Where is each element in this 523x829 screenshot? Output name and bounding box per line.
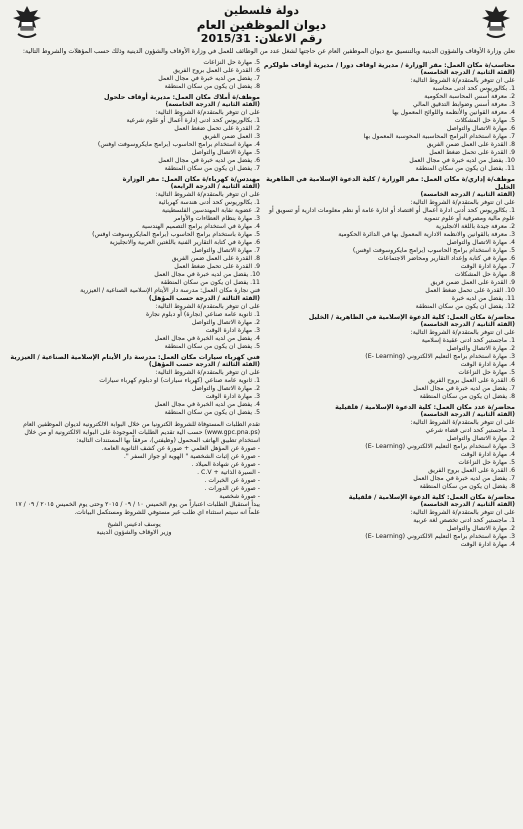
text-line: 3. مهارة استخدام برامج التعليم الالكتروني (E- Learning) xyxy=(365,533,515,540)
text-line: 4. مهارة الاتصال والتواصل xyxy=(446,239,515,246)
job-title: محاضر/ة مكان العمل: كلية الدعوة الإسلامية في الظاهرية / الخليل xyxy=(308,313,515,321)
text-line: 6. القدرة على العمل بروح الفريق xyxy=(428,467,515,474)
text-line: 5. يفضل ان يكون من سكان المنطقة xyxy=(164,409,260,416)
text-line: يبدأ استقبال الطلبات اعتباراً من يوم الخميس ١٠ / ٠٩ / ٢٠١٥ وحتى يوم الخميس ٢٠١٥ / ٠٩ / ١٧ علماً انه سيتم استثناء اي طلب غير مستوفي للشروط ومستكمل البيانات. xyxy=(15,501,260,516)
announcement-number: رقم الاعلان: 2015/31 xyxy=(200,32,323,45)
text-line: 5. مهارة حل النزاعات xyxy=(203,59,260,66)
text-line: 8. مهارة حل المشكلات xyxy=(454,271,515,278)
text-line: 2. مهارة الاتصال والتواصل xyxy=(446,345,515,352)
text-line: 4. مهارة ادارة الوقت xyxy=(460,541,515,548)
text-line: 11. يفضل من لديه خبرة xyxy=(451,295,515,302)
text-line: 2. مهارة الاتصال والتواصل xyxy=(191,385,260,392)
intro-paragraph: تعلن وزارة الأوقاف والشؤون الدينية وبالتنسيق مع ديوان الموظفين العام عن حاجتها لشغل عدد من الوظائف للعمل في وزارة الأوقاف والشؤون الدينية وذلك حسب المؤهلات والشروط التالية: xyxy=(22,48,515,55)
text-line: 8. يفضل ان يكون من سكان المنطقة xyxy=(419,483,515,490)
text-line: 4. مهارة استخدام برامج الحاسوب (برامج مايكروسوفت اوفس) xyxy=(97,141,260,148)
text-line: 4. يفضل من لديه الخبرة في مجال العمل xyxy=(154,335,260,342)
text-line: 8. القدرة على العمل ضمن الفريق xyxy=(171,255,260,262)
text-line: 3. مهارة ادارة الوقت xyxy=(205,393,260,400)
state-name: دولة فلسطين xyxy=(223,4,300,17)
text-line: 3. العمل ضمن الفريق xyxy=(202,133,260,140)
text-line: 11. يفضل ان يكون من سكان المنطقة xyxy=(160,279,260,286)
text-line: - السيرة الذاتية + C.V . xyxy=(197,469,260,476)
text-line: 4. مهارة في استخدام برامج التصميم الهندسية xyxy=(141,223,260,230)
grade-line: (الفئة الثانية / الدرجة الرابعة) xyxy=(170,183,260,190)
text-line: - صورة عن إثبات الشخصية " الهوية او جواز السفر ". xyxy=(123,453,260,460)
text-line: على ان تتوفر بالمتقدم/ة الشروط التالية: xyxy=(155,109,260,116)
text-line: 11. يفضل ان يكون من سكان المنطقة xyxy=(415,165,515,172)
text-line: 4. مهارة ادارة الوقت xyxy=(460,361,515,368)
text-line: 4. يفضل من لديه الخبرة في مجال العمل xyxy=(154,401,260,408)
text-line: 1. ثانوية عامة صناعي (نجارة) أو دبلوم نجارة xyxy=(145,311,260,318)
text-line: 5. يفضل ان يكون من سكان المنطقة xyxy=(164,343,260,350)
text-line: 9. القدرة على تحمل ضغط العمل xyxy=(174,263,260,270)
text-line: 12. يفضل ان يكون من سكان المنطقة xyxy=(415,303,515,310)
text-line: يوسف ادعيس الشيخ xyxy=(107,521,161,528)
bureau-name: ديوان الموظفين العام xyxy=(196,18,327,32)
text-line: 7. يفضل من لديه خبرة في مجال العمل xyxy=(413,475,515,482)
text-line: - صورة عن الخبرات . xyxy=(204,477,260,484)
text-line: - صورة شخصية xyxy=(219,493,260,500)
text-line: 10. يفضل من لديه خبرة في مجال العمل xyxy=(154,271,260,278)
text-line: 3. مهارة استخدام برامج التعليم الالكتروني (E- Learning) xyxy=(365,443,515,450)
text-line: 1. ماجستير كحد ادنى عقيدة إسلامية xyxy=(421,337,515,344)
text-line: 7. يفضل من لديه خبرة في مجال العمل xyxy=(413,385,515,392)
text-line: 9. القدرة على تحمل ضغط العمل xyxy=(429,149,515,156)
text-line: 5. مهارة استخدام برامج الحاسوب (برامج مايكروسوفت اوفس) xyxy=(352,247,515,254)
grade-line: (الفئة الثانية / الدرجة الخامسة) xyxy=(420,191,515,198)
text-line: 6. مهارة في كتابة وإعداد التقارير ومحاضر الاجتماعات xyxy=(377,255,515,262)
text-line: 4. مهارة ادارة الوقت xyxy=(460,451,515,458)
text-line: 5. مهارة باستخدام برامج الحاسوب (برامج المايكروسوفت اوفس) xyxy=(92,231,260,238)
text-line: 1. بكالوريوس كحد أدنى ادارة أعمال أو اقتصاد أو ادارة عامة أو نظم معلومات ادارية أو تسويق أو علوم مالية ومصرفية أو علوم تنموية xyxy=(269,207,515,222)
text-line: 5. مهارة الاتصال والتواصل xyxy=(191,149,260,156)
text-line: وزير الاوقاف والشؤون الدينية xyxy=(96,529,172,536)
text-line: 10. يفضل من لديه خبرة في مجال العمل xyxy=(409,157,515,164)
text-line: على ان تتوفر بالمتقدم/ة الشروط التالية: xyxy=(410,419,515,426)
text-line: 5. مهارة حل النزاعات xyxy=(458,369,515,376)
text-line: على ان تتوفر بالمتقدم/ة الشروط التالية: xyxy=(155,303,260,310)
text-line: 3. مهارة استخدام برامج التعليم الالكتروني (E- Learning) xyxy=(365,353,515,360)
text-line: 3. مهارة بنظام العطاءات والأوامر xyxy=(173,215,260,222)
text-line: 4. معرفة القوانين والأنظمة واللوائح المعمول بها xyxy=(392,109,515,116)
text-line: 2. معرفة جيدة باللغة الانجليزية xyxy=(435,223,515,230)
grade-line: (الفئة الثانية / الدرجة الخامسة) xyxy=(420,321,515,328)
text-line: 3. معرفة بالقوانين والانظمة الادارية المعمول بها في الدائرة الحكومية xyxy=(338,231,515,238)
text-line: 6. القدرة على العمل بروح الفريق xyxy=(173,67,260,74)
text-line: 2. عضوية نقابة المهندسين الفلسطينية xyxy=(161,207,260,214)
text-line: 8. يفضل ان يكون من سكان المنطقة xyxy=(164,83,260,90)
text-line: على ان تتوفر بالمتقدم/ة الشروط التالية: xyxy=(410,199,515,206)
text-line: 1. بكالوريوس كحد ادنى إدارة أعمال أو علوم شرعية xyxy=(126,117,260,124)
text-line: 2. القدرة على تحمل ضغط العمل xyxy=(174,125,260,132)
text-line: 6. يفضل من لديه خبرة في مجال العمل xyxy=(158,157,260,164)
grade-line: (الفئة الثانية / الدرجة الخامسة) xyxy=(165,101,260,108)
grade-line: (الفئة الثالثة / الدرجة حسب المؤهل) xyxy=(148,361,260,368)
text-line: 9. القدرة على العمل ضمن فريق xyxy=(430,279,515,286)
text-line: على ان تتوفر بالمتقدم/ة الشروط التالية: xyxy=(410,329,515,336)
text-line: على ان تتوفر بالمتقدم/ة الشروط التالية: xyxy=(410,509,515,516)
right-column xyxy=(263,59,515,549)
text-line: 5. مهارة حل المشكلات xyxy=(454,117,515,124)
text-line: 7. مهارة ادارة الوقت xyxy=(460,263,515,270)
text-line: على ان تتوفر بالمتقدم/ة الشروط التالية: xyxy=(410,77,515,84)
text-line: 6. مهارة الاتصال والتواصل xyxy=(446,125,515,132)
text-line: 2. مهارة الاتصال والتواصل xyxy=(446,525,515,532)
text-line: - صورة عن الدورات . xyxy=(204,485,260,492)
text-line: 1. ماجستير كحد ادنى تخصص لغة عربية xyxy=(413,517,515,524)
text-line: 5. مهارة حل النزاعات xyxy=(458,459,515,466)
text-line: 1. ثانوية عامة صناعي (كهرباء سيارات) او دبلوم كهرباء سيارات xyxy=(99,377,260,384)
palestine-emblem-icon xyxy=(10,4,44,42)
text-line: 7. يفضل من لديه خبرة في مجال العمل xyxy=(158,75,260,82)
announcement-header xyxy=(8,4,515,46)
text-line: 6. القدرة على العمل بروح الفريق xyxy=(428,377,515,384)
job-title: موظف/ة أملاك مكان العمل: مديرية أوقاف حلحول xyxy=(103,93,260,101)
job-title: موظف/ة إداري/ة مكان العمل: مقر الوزارة / كلية الدعوة الإسلامية في الظاهرية الخليل xyxy=(266,175,515,191)
job-title: فني كهرباء سيارات مكان العمل: مدرسة دار الأيتام الإسلامية الصناعية / العيزرية xyxy=(10,353,260,361)
text-line: 3. معرفة أسس وضوابط التدقيق المالي xyxy=(412,101,515,108)
text-line: 7. مهارة استخدام البرامج المحاسبية المحوسبة المعمول بها xyxy=(363,133,515,140)
text-line: على ان تتوفر بالمتقدم/ة الشروط التالية: xyxy=(155,369,260,376)
text-line: 2. مهارة الاتصال والتواصل xyxy=(446,435,515,442)
text-line: 2. مهارة الاتصال والتواصل xyxy=(191,319,260,326)
job-title: محاضر/ة عدد مكان العمل: كلية الدعوة الإسلامية / قلقيلية xyxy=(335,403,515,411)
text-line: 7. يفضل ان يكون من سكان المنطقة xyxy=(164,165,260,172)
text-line: - صورة عن المؤهل العلمي + صورة عن كشف الثانوية العامة. xyxy=(101,445,260,452)
grade-line: (الفئة الثانية / الدرجة الخامسة) xyxy=(420,501,515,508)
text-line: 6. مهارة في كتابة التقارير الفنية باللغتين العربية والانجليزية xyxy=(109,239,260,246)
text-line: 7. مهارة الاتصال والتواصل xyxy=(191,247,260,254)
job-title: محاسب/ة مكان العمل: مقر الوزارة / مديرية اوقاف دورا / مديرية أوقاف طولكرم xyxy=(263,61,515,69)
text-line: 2. معرفة أسس المحاسبة الحكومية xyxy=(424,93,515,100)
text-line: 3. مهارة ادارة الوقت xyxy=(205,327,260,334)
text-line: فني نجارة مكان العمل: مدرسة دار الأيتام الإسلامية الصناعية / العيزرية xyxy=(80,287,260,294)
palestine-emblem-icon xyxy=(479,4,513,42)
text-line: 8. القدرة على العمل ضمن الفريق xyxy=(426,141,515,148)
text-line: 10. القدرة على تحمل ضغط العمل xyxy=(425,287,515,294)
job-title: مهندس/ة كهرباء/ة مكان العمل: مقر الوزارة xyxy=(122,175,260,183)
text-line: 1. بكالوريوس كحد أدنى هندسة كهربائية xyxy=(158,199,260,206)
grade-line: (الفئة الثانية / الدرجة الخامسة) xyxy=(420,411,515,418)
left-column xyxy=(8,59,260,537)
text-line: 8. يفضل ان يكون من سكان المنطقة xyxy=(419,393,515,400)
text-line: - صورة عن شهادة الميلاد . xyxy=(191,461,260,468)
text-line: 1. ماجستير كحد ادنى قضاء شرعي xyxy=(425,427,515,434)
text-line: 1. بكالوريوس كحد ادنى محاسبة xyxy=(432,85,515,92)
job-title: محاضر/ة مكان العمل: كلية الدعوة الإسلامية / قلقيلية xyxy=(348,493,515,501)
grade-line: (الفئة الثانية / الدرجة الخامسة) xyxy=(420,69,515,76)
text-line: تقدم الطلبات المستوفاة للشروط الكترونيا من خلال البوابة الالكترونية لديوان الموظفين العام (www.gpc.pna.ps) حسب الية تقديم الطلبات الموجودة على البوابة الالكترونية او من خلال استخدام تطبيق الهاتف المحمول (وظيفتي)، مرفقاً بها المستندات التالية: xyxy=(23,421,260,444)
grade-line: (الفئة الثالثة / الدرجة حسب المؤهل) xyxy=(148,295,260,302)
text-line: على ان تتوفر بالمتقدم/ة الشروط التالية: xyxy=(155,191,260,198)
